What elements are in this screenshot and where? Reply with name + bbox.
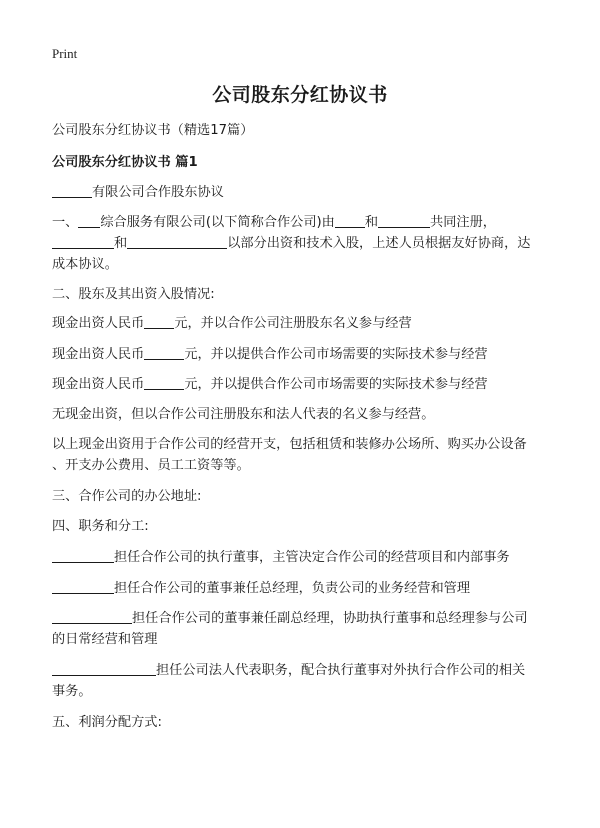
intro-text: 有限公司合作股东协议	[92, 185, 224, 200]
document-title: 公司股东分红协议书	[212, 84, 388, 106]
clause-1-text-c: 和	[364, 215, 379, 230]
clause-1-line-1	[52, 212, 552, 233]
cash-1-label: 现金出资人民币	[52, 316, 145, 331]
duty-1-text: 担任合作公司的执行董事，主管决定合作公司的经营项目和内部事务	[114, 550, 510, 565]
duty-4-text: 担任公司法人代表职务，配合执行董事对外执行合作公司的相关	[156, 663, 526, 678]
print-link[interactable]: Print	[52, 46, 78, 61]
duty-2-text: 担任合作公司的董事兼任总经理，负责公司的业务经营和管理	[114, 581, 471, 596]
blank-1d	[52, 234, 114, 249]
clause-1-text-f: 以部分出资和技术入股，上述人员根据友好协商，达	[227, 236, 531, 251]
clause-5: 五、利润分配方式:	[52, 715, 162, 730]
blank-1c	[378, 213, 430, 228]
duty-line-3b: 的日常经营和管理	[52, 632, 158, 647]
blank-duty-1	[52, 548, 114, 563]
clause-2-heading: 二、股东及其出资入股情况:	[52, 287, 215, 302]
blank-cash-2	[144, 345, 184, 360]
clause-1-line-3: 成本协议。	[52, 257, 118, 272]
duty-line-2	[52, 578, 552, 599]
cash-1-text: 元，并以合作公司注册股东名义参与经营	[174, 316, 412, 331]
clause-4: 四、职务和分工:	[52, 519, 149, 534]
clause-3: 三、合作公司的办公地址:	[52, 489, 202, 504]
clause-1-line-2	[52, 233, 552, 254]
cash-2-text: 元，并以提供合作公司市场需要的实际技术参与经营	[184, 347, 488, 362]
duty-3-text: 担任合作公司的董事兼任副总经理，协助执行董事和总经理参与公司	[132, 611, 528, 626]
duty-line-4b: 事务。	[52, 684, 92, 699]
cash-line-1	[52, 313, 552, 334]
intro-line	[52, 182, 552, 203]
cash-3-text: 元，并以提供合作公司市场需要的实际技术参与经营	[184, 377, 488, 392]
blank-company-name	[52, 183, 92, 198]
no-cash-line: 无现金出资，但以合作公司注册股东和法人代表的名义参与经营。	[52, 407, 435, 422]
clause-1-text-b: 综合服务有限公司(以下简称合作公司)由	[100, 215, 335, 230]
blank-cash-1	[144, 314, 174, 329]
cash-3-label: 现金出资人民币	[52, 377, 145, 392]
blank-1a	[78, 213, 100, 228]
clause-1-text-d: 共同注册，	[430, 215, 496, 230]
duty-line-3a	[52, 608, 552, 629]
section-heading: 公司股东分红协议书 篇1	[52, 155, 198, 170]
blank-cash-3	[144, 375, 184, 390]
document-subtitle: 公司股东分红协议书（精选17篇）	[52, 123, 254, 138]
blank-duty-2	[52, 579, 114, 594]
cash-line-2	[52, 344, 552, 365]
cash-line-3	[52, 374, 552, 395]
duty-line-4a	[52, 660, 552, 681]
usage-line-1: 以上现金出资用于合作公司的经营开支，包括租赁和装修办公场所、购买办公设备	[52, 437, 527, 452]
blank-1b	[335, 213, 365, 228]
clause-1-text-e: 和	[114, 236, 128, 251]
clause-1-number: 一、	[52, 215, 79, 230]
blank-1e	[127, 234, 227, 249]
blank-duty-3	[52, 609, 132, 624]
usage-line-2: 、开支办公费用、员工工资等等。	[52, 458, 250, 473]
blank-duty-4	[52, 661, 156, 676]
cash-2-label: 现金出资人民币	[52, 347, 145, 362]
duty-line-1	[52, 547, 552, 568]
